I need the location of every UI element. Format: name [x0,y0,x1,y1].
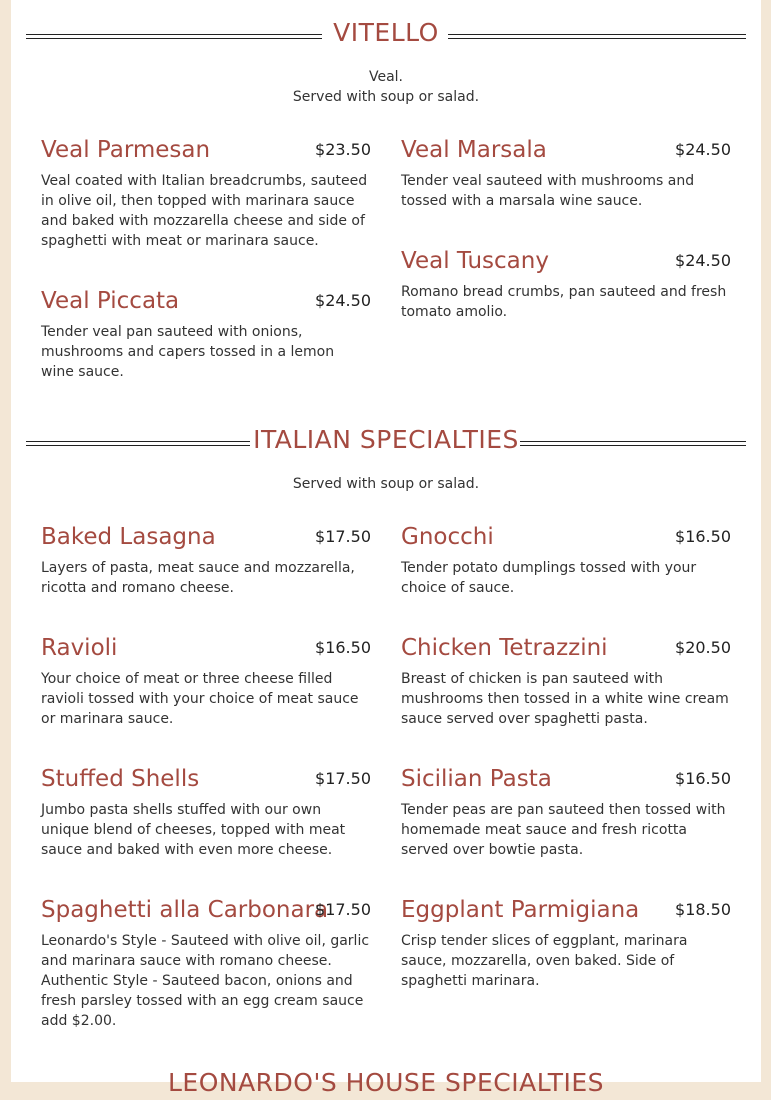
item-price: $18.50 [675,900,731,919]
menu-item [41,135,371,255]
item-price: $23.50 [315,140,371,159]
item-price: $16.50 [315,638,371,657]
item-price: $24.50 [675,251,731,270]
item-description: Veal coated with Italian breadcrumbs, sauteed in olive oil, then topped with marinara sauce and baked with mozzarella cheese and side of spaghetti with meat or marinara sauce. [41,173,368,249]
menu-item [41,764,371,864]
item-price: $20.50 [675,638,731,657]
menu-item [401,633,731,733]
menu-item [401,764,731,864]
item-description: Breast of chicken is pan sauteed with mushrooms then tossed in a white wine cream sauce served over spaghetti pasta. [401,671,729,727]
item-name: Veal Tuscany [401,248,549,274]
item-description: Tender potato dumplings tossed with your choice of sauce. [401,560,697,596]
item-name: Chicken Tetrazzini [401,635,608,661]
item-price: $17.50 [315,527,371,546]
item-price: $24.50 [675,140,731,159]
section-note [26,67,746,107]
section-header-house-specialties [26,1066,746,1097]
section-header-vitello [26,16,746,56]
item-name: Gnocchi [401,524,494,550]
item-price: $17.50 [315,900,371,919]
menu-item [41,522,371,602]
section-title: LEONARDO'S HOUSE SPECIALTIES [167,1068,605,1097]
item-description: Crisp tender slices of eggplant, marinara sauce, mozzarella, oven baked. Side of spaghetti marinara. [401,933,688,989]
item-description: Tender peas are pan sauteed then tossed with homemade meat sauce and fresh ricotta served over bowtie pasta. [401,802,726,858]
item-description: Romano bread crumbs, pan sauteed and fresh tomato amolio. [401,284,727,320]
section-title: VITELLO [333,18,439,47]
menu-item [401,895,731,995]
menu-item [401,522,731,602]
item-description: Your choice of meat or three cheese filled ravioli tossed with your choice of meat sauce or marinara sauce. [41,671,359,727]
section-note [26,474,746,494]
item-description: Leonardo's Style - Sauteed with olive oil, garlic and marinara sauce with romano cheese. Authentic Style - Sauteed bacon, onions and fresh parsley tossed with an egg cream sauce add $2.00. [41,933,370,1029]
item-name: Eggplant Parmigiana [401,897,640,923]
section-header-italian-specialties [26,423,746,463]
section-note-line: Served with soup or salad. [292,89,480,105]
item-name: Veal Piccata [41,288,180,314]
item-name: Veal Parmesan [41,137,211,163]
item-name: Veal Marsala [401,137,547,163]
section-note-line: Veal. [368,69,404,85]
item-price: $16.50 [675,527,731,546]
section-title: ITALIAN SPECIALTIES [253,425,519,454]
item-name: Spaghetti alla Carbonara [41,897,329,923]
item-name: Baked Lasagna [41,524,216,550]
menu-item [41,633,371,733]
item-description: Tender veal pan sauteed with onions, mushrooms and capers tossed in a lemon wine sauce. [41,324,335,380]
menu-item [41,286,371,386]
item-price: $17.50 [315,769,371,788]
item-name: Stuffed Shells [41,766,200,792]
item-name: Ravioli [41,635,118,661]
menu-item [401,246,731,326]
menu-item [41,895,371,1035]
item-name: Sicilian Pasta [401,766,552,792]
item-description: Jumbo pasta shells stuffed with our own unique blend of cheeses, topped with meat sauce and baked with even more cheese. [41,802,346,858]
section-note-line: Served with soup or salad. [292,476,480,492]
item-price: $16.50 [675,769,731,788]
item-description: Layers of pasta, meat sauce and mozzarella, ricotta and romano cheese. [41,560,355,596]
item-price: $24.50 [315,291,371,310]
item-description: Tender veal sauteed with mushrooms and tossed with a marsala wine sauce. [401,173,695,209]
menu-item [401,135,731,215]
